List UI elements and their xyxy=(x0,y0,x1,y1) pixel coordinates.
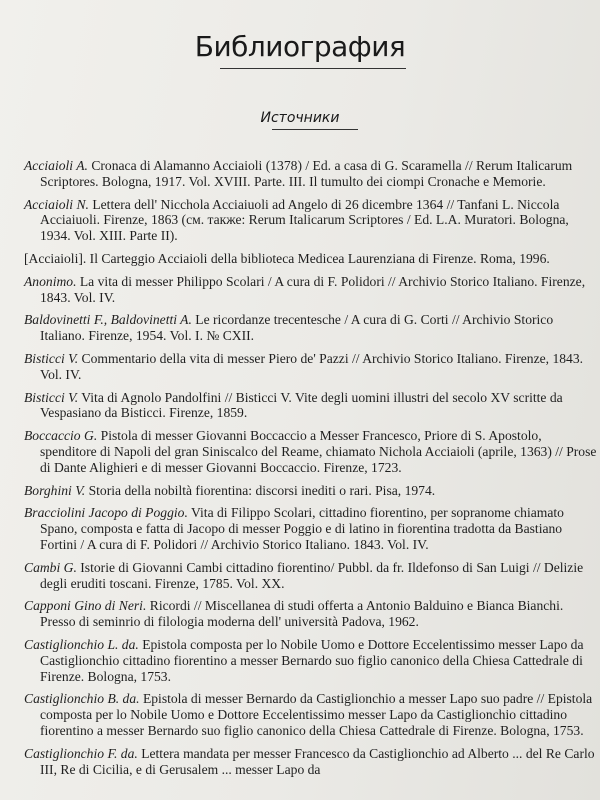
entry-author: Bisticci V. xyxy=(24,389,79,405)
entry-text: Epistola di messer Bernardo da Castiglionchio a messer Lapo suo padre // Epistola composta per lo Nobile Uomo e Dottore Eccelentissimo messer Lapo da Castiglionchio cittadino fiorentino a messer Bernardo suo figlio canonico della Chiesa Cattedrale di Firenze. Bologna, 1753. xyxy=(40,691,593,738)
section-heading: Источники xyxy=(260,110,340,126)
entry-text: Pistola di messer Giovanni Boccaccio a Messer Francesco, Priore di S. Apostolo, spenditore di Napoli del gran Siniscalco del Reame, chiamato Nichola Acciaioli (aprile, 1363) // Prose di Dante Alighieri e di messer Giovanni Boccaccio. Firenze, 1723. xyxy=(40,428,597,475)
entry-text: Lettera dell' Nicchola Acciaiuoli ad Angelo di 26 dicembre 1364 // Tanfani L. Niccola Acciaiuoli. Firenze, 1863 (см. также: Rerum Italicarum Scriptores / Ed. L.A. Muratori. Bologna, 1934. Vol. XIII. Parte II). xyxy=(40,196,569,244)
entry-text: Lettera mandata per messer Francesco da Castiglionchio ad Alberto ... del Re Carlo III, Re di Cicilia, e di Gerusalem ... messer Lapo da xyxy=(40,745,595,777)
page-title: Библиография xyxy=(194,30,406,63)
entry-text: Vita di Agnolo Pandolfini // Bisticci V. Vite degli uomini illustri del secolo XV scritte da Vespasiano da Bisticci. Firenze, 1859. xyxy=(40,389,563,421)
bibliography-entry xyxy=(24,428,598,475)
entry-author: Boccaccio G. xyxy=(24,428,98,444)
entry-text: Commentario della vita di messer Piero de' Pazzi // Archivio Storico Italiano. Firenze, 1843. Vol. IV. xyxy=(40,350,584,382)
entry-author: Castiglionchio L. da. xyxy=(24,636,139,652)
bibliography-entry xyxy=(24,746,598,778)
entry-author: Bisticci V. xyxy=(24,350,79,366)
bibliography-entry xyxy=(24,505,598,552)
entry-text: La vita di messer Philippo Scolari / A cura di F. Polidori // Archivio Storico Italiano. Firenze, 1843. Vol. IV. xyxy=(40,273,586,305)
entry-author: Castiglionchio B. da. xyxy=(24,691,140,707)
bibliography-entry xyxy=(24,483,598,499)
entry-text: Ricordi // Miscellanea di studi offerta a Antonio Balduino e Bianca Bianchi. Presso di seminrio di filologia moderna dell' università Padova, 1962. xyxy=(40,598,564,630)
bibliography-entry xyxy=(24,637,598,684)
bibliography-entry xyxy=(24,274,598,306)
entry-author: Baldovinetti F., Baldovinetti A. xyxy=(24,312,192,328)
entry-author: Anonimo. xyxy=(24,273,77,289)
bibliography-entry xyxy=(24,351,598,383)
bibliography-entry xyxy=(24,158,598,190)
entry-author: Acciaioli A. xyxy=(24,158,88,173)
bibliography-entry xyxy=(24,560,598,592)
bibliography-entry xyxy=(24,312,598,344)
section-underline xyxy=(272,129,358,130)
bibliography-entry xyxy=(24,251,598,267)
bibliography-list xyxy=(24,158,598,784)
entry-author: Bracciolini Jacopo di Poggio. xyxy=(24,505,188,521)
entry-text: Cronaca di Alamanno Acciaioli (1378) / Ed. a casa di G. Scaramella // Rerum Italicarum Scriptores. Bologna, 1917. Vol. XVIII. Parte. III. Il tumulto dei ciompi Cronache e Memorie. xyxy=(40,158,573,189)
entry-text: [Acciaioli]. Il Carteggio Acciaioli della biblioteca Medicea Laurenziana di Firenze. Roma, 1996. xyxy=(24,250,550,266)
bibliography-entry xyxy=(24,598,598,630)
entry-text: Le ricordanze trecentesche / A cura di G. Corti // Archivio Storico Italiano. Firenze, 1954. Vol. I. № CXII. xyxy=(40,312,554,344)
entry-author: Castiglionchio F. da. xyxy=(24,745,138,761)
bibliography-entry xyxy=(24,197,598,244)
entry-text: Epistola composta per lo Nobile Uomo e Dottore Eccelentissimo messer Lapo da Castiglionchio cittadino fiorentino a messer Bernardo suo figlio canonico della Chiesa Cattedrale di Firenze. Bologna, 1753. xyxy=(40,636,584,684)
bibliography-entry xyxy=(24,691,598,738)
entry-author: Acciaioli N. xyxy=(24,196,89,212)
title-underline xyxy=(220,68,406,69)
entry-author: Cambi G. xyxy=(24,559,77,575)
entry-text: Istorie di Giovanni Cambi cittadino fiorentino/ Pubbl. da fr. Ildefonso di San Luigi // Delizie degli eruditi toscani. Firenze, 1785. Vol. XX. xyxy=(40,559,584,591)
entry-author: Capponi Gino di Neri. xyxy=(24,598,147,614)
entry-text: Storia della nobiltà fiorentina: discorsi inediti o rari. Pisa, 1974. xyxy=(85,482,436,498)
entry-text: Vita di Filippo Scolari, cittadino fiorentino, per sopranome chiamato Spano, composta e fatta di Jacopo di messer Poggio e di latino in fiorentina tradotta da Bastiano Fortini / A cura di F. Polidori // Archivio Storico Italiano. 1843. Vol. IV. xyxy=(40,505,564,552)
entry-author: Borghini V. xyxy=(24,482,86,498)
bibliography-entry xyxy=(24,390,598,422)
